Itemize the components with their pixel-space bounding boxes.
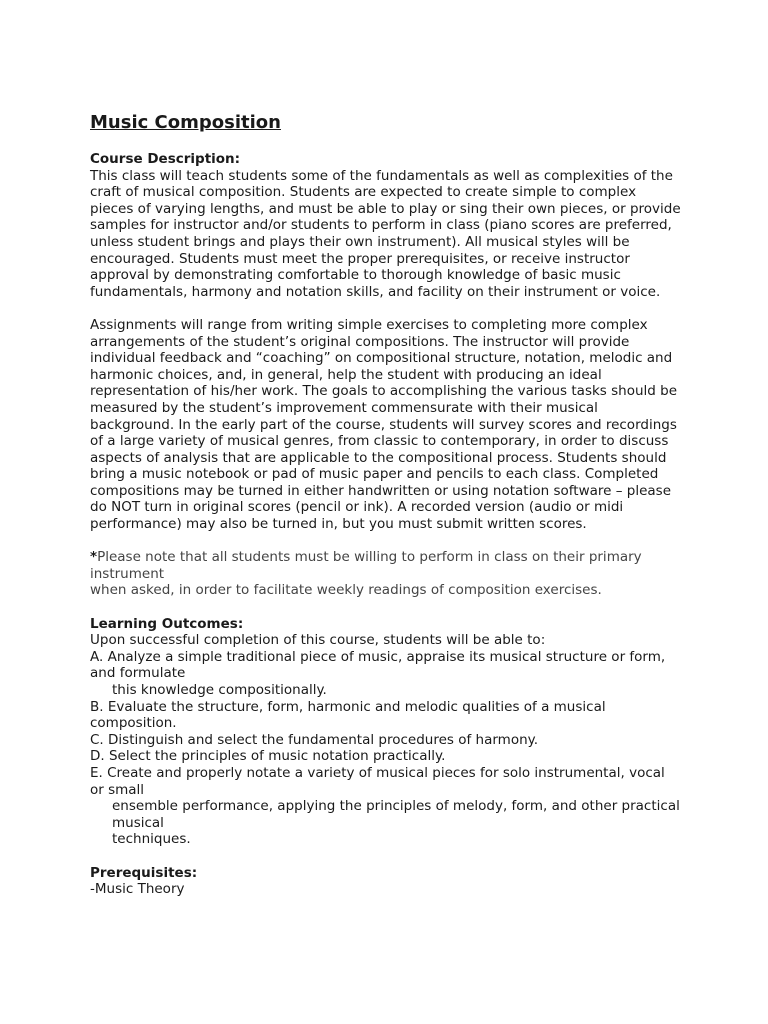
note-asterisk: * [90,549,98,566]
learning-outcomes-section [90,616,682,848]
learning-outcomes-heading: Learning Outcomes: [90,615,244,632]
outcome-a-line-2: this knowledge compositionally. [112,682,327,698]
note-line-2: when asked, in order to facilitate weekly readings of composition exercises. [90,582,602,599]
prerequisites-section [90,865,682,898]
prerequisite-item: -Music Theory [90,881,185,898]
outcome-d: D. Select the principles of music notation practically. [90,748,446,765]
outcome-b: B. Evaluate the structure, form, harmonic and melodic qualities of a musical composition. [90,698,606,732]
outcomes-intro: Upon successful completion of this course, students will be able to: [90,632,546,649]
outcome-a-line-1: A. Analyze a simple traditional piece of music, appraise its musical structure or form, and formulate [90,648,666,682]
outcome-e-line-2: ensemble performance, applying the principles of melody, form, and other practical musical [112,798,680,831]
course-description-paragraph-2: Assignments will range from writing simple exercises to completing more complex arrangements of the student’s original compositions. The instructor will provide individual feedback and “coaching” on compositional structure, notation, melodic and harmonic choices, and, in general, help the student with producing an ideal representation of his/her work. The goals to accomplishing the various tasks should be measured by the student’s improvement commensurate with their musical background. In the early part of the course, students will survey scores and recordings of a large variety of musical genres, from classic to contemporary, in order to discuss aspects of analysis that are applicable to the compositional process. Students should bring a music notebook or pad of music paper and pencils to each class. Completed compositions may be turned in either handwritten or using notation software – please do NOT turn in original scores (pencil or ink). A recorded version (audio or midi performance) may also be turned in, but you must submit written scores. [90,316,678,533]
prerequisites-heading: Prerequisites: [90,864,198,881]
note-line-1: Please note that all students must be willing to perform in class on their primary instrument [90,549,642,582]
course-description-heading: Course Description: [90,151,241,167]
document-page [90,112,682,898]
course-description-section [90,151,682,599]
performance-note [90,549,682,582]
course-description-paragraph-1: This class will teach students some of the fundamentals as well as complexities of the craft of musical composition. Students are expected to create simple to complex pieces of varying lengths, and must be able to play or sing their own pieces, or provide samples for instructor and/or students to perform in class (piano scores are preferred, unless student brings and plays their own instrument). All musical styles will be encouraged. Students must meet the proper prerequisites, or receive instructor approval by demonstrating comfortable to thorough knowledge of basic music fundamentals, harmony and notation skills, and facility on their instrument or voice. [90,167,681,300]
outcome-c: C. Distinguish and select the fundamental procedures of harmony. [90,731,538,748]
document-title: Music Composition [90,112,281,133]
outcome-e-line-1: E. Create and properly notate a variety of musical pieces for solo instrumental, vocal or small [90,764,665,798]
outcome-e-line-3: techniques. [112,831,191,848]
